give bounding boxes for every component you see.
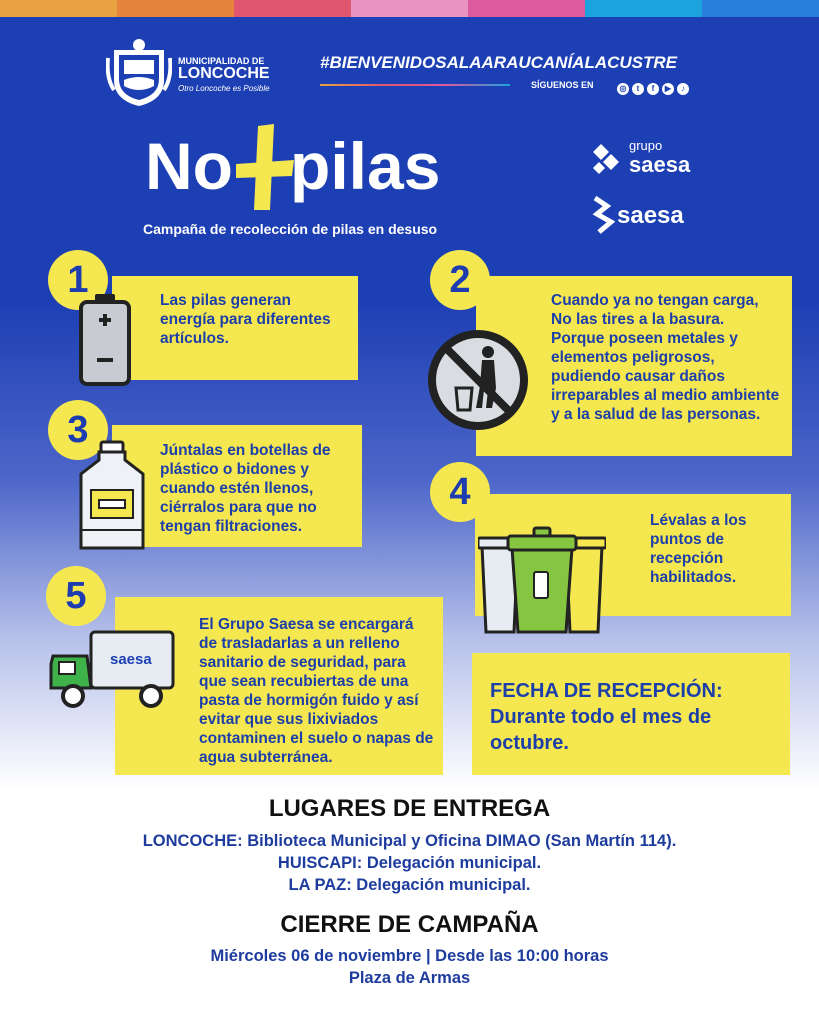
location-huiscapi: HUISCAPI: Delegación municipal. bbox=[277, 854, 542, 872]
grupo-saesa-logo bbox=[589, 138, 719, 182]
step-1-number: 1 bbox=[48, 250, 108, 310]
truck-icon bbox=[47, 628, 181, 712]
locations-heading: LUGARES DE ENTREGA bbox=[268, 795, 551, 822]
grupo-label: grupo bbox=[629, 138, 663, 153]
step-2-text: Cuando ya no tengan carga, No las tires a la basura. Porque poseen metales y elementos peligrosos, pudiendo causar daños irreparables al medio ambiente y a la salud de las personas. bbox=[551, 292, 780, 423]
step-4-number: 4 bbox=[430, 462, 490, 522]
saesa-logo bbox=[591, 196, 721, 236]
closing-place: Plaza de Armas bbox=[348, 969, 471, 987]
step-5-number: 5 bbox=[46, 566, 106, 626]
location-loncoche: LONCOCHE: Biblioteca Municipal y Oficina DIMAO (San Martín 114). bbox=[142, 832, 677, 850]
step-3-number: 3 bbox=[48, 400, 108, 460]
follow-label: SÍGUENOS EN bbox=[531, 80, 594, 90]
tiktok-icon[interactable]: ♪ bbox=[677, 83, 689, 95]
bottle-icon bbox=[77, 440, 147, 554]
step-5-text: El Grupo Saesa se encargará de trasladarlas a un relleno sanitario de seguridad, para que sean recubiertas de una pasta de hormigón fuido y así evitar que sus lixiviados contaminen el suelo o napas de agua subterránea. bbox=[199, 616, 434, 766]
closing-heading: CIERRE DE CAMPAÑA bbox=[280, 911, 539, 938]
title-pilas: pilas bbox=[290, 129, 441, 203]
grupo-saesa-name: saesa bbox=[629, 152, 691, 177]
title-no: No bbox=[145, 129, 233, 203]
coat-of-arms-icon bbox=[106, 38, 172, 108]
no-litter-icon bbox=[428, 330, 528, 430]
subtitle: Campaña de recolección de pilas en desuso bbox=[143, 221, 438, 237]
municipality-logo bbox=[106, 38, 270, 108]
truck-saesa-label: saesa bbox=[110, 651, 152, 668]
municipality-label: MUNICIPALIDAD DE bbox=[178, 56, 265, 66]
hashtag: #BIENVENIDOSALAARAUCANÍALACUSTRE bbox=[320, 53, 678, 72]
youtube-icon[interactable]: ▶ bbox=[662, 83, 674, 95]
recycle-bins-icon bbox=[478, 524, 606, 634]
step-3-text: Júntalas en botellas de plástico o bidones y cuando estén llenos, ciérralos para que no tengan filtraciones. bbox=[160, 442, 331, 535]
municipality-name: LONCOCHE bbox=[178, 65, 270, 82]
facebook-icon[interactable]: f bbox=[647, 83, 659, 95]
instagram-icon[interactable]: ◎ bbox=[617, 83, 629, 95]
social-icons bbox=[617, 78, 692, 96]
battery-icon bbox=[75, 292, 135, 388]
plus-icon bbox=[234, 122, 296, 212]
reception-detail: Durante todo el mes de octubre. bbox=[490, 706, 712, 754]
reception-label: FECHA DE RECEPCIÓN: bbox=[490, 680, 723, 702]
closing-date: Miércoles 06 de noviembre | Desde las 10:00 horas bbox=[210, 947, 609, 965]
saesa-symbol-icon bbox=[589, 142, 623, 176]
step-4-text: Lévalas a los puntos de recepción habilitados. bbox=[650, 512, 747, 586]
twitter-icon[interactable]: t bbox=[632, 83, 644, 95]
location-la-paz: LA PAZ: Delegación municipal. bbox=[288, 876, 531, 894]
step-2-number: 2 bbox=[430, 250, 490, 310]
municipality-slogan: Otro Loncoche es Posible bbox=[178, 84, 270, 93]
hashtag-underline bbox=[320, 84, 510, 86]
saesa-s-icon bbox=[591, 196, 615, 234]
saesa-name: saesa bbox=[617, 202, 684, 229]
step-1-text: Las pilas generan energía para diferentes artículos. bbox=[160, 292, 331, 347]
